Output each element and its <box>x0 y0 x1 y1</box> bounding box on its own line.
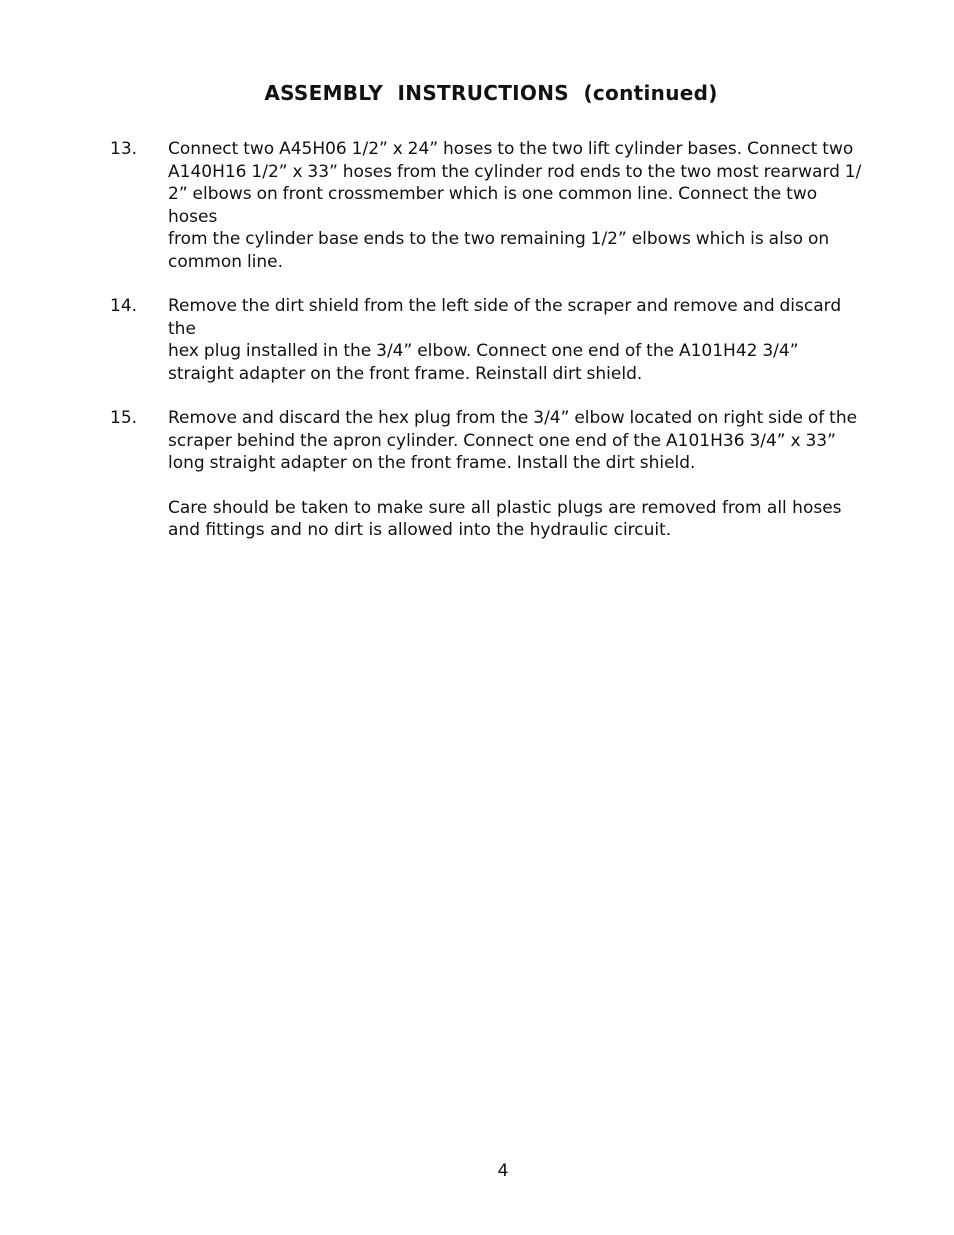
instruction-text: Remove the dirt shield from the left side of the scraper and remove and discard the hex plug installed in the 3/4” elbow. Connect one end of the A101H42 3/4” straight adapter on the front frame. Reinstall dirt shield. <box>168 296 842 384</box>
instruction-item-13 <box>110 138 880 273</box>
instruction-item-15 <box>110 407 880 475</box>
instruction-number: 15. <box>110 408 138 428</box>
instruction-number: 14. <box>110 296 138 316</box>
page-number: 4 <box>497 1161 509 1181</box>
instruction-item-14 <box>110 295 880 385</box>
instructions-list <box>110 138 880 542</box>
instruction-number: 13. <box>110 139 138 159</box>
care-note: Care should be taken to make sure all plastic plugs are removed from all hoses and fittings and no dirt is allowed into the hydraulic circuit. <box>168 497 842 540</box>
page-title: ASSEMBLY INSTRUCTIONS (continued) <box>264 81 718 105</box>
instruction-text: Connect two A45H06 1/2” x 24” hoses to the two lift cylinder bases. Connect two A140H16 1/2” x 33” hoses from the cylinder rod ends to the two most rearward 1/ 2” elbows on front crossmember which is one common line. Connect the two hoses from the cylinder base ends to the two remaining 1/2” elbows which is also on common line. <box>168 139 862 272</box>
instruction-text: Remove and discard the hex plug from the 3/4” elbow located on right side of the scraper behind the apron cylinder. Connect one end of the A101H36 3/4” x 33” long straight adapter on the front frame. Install the dirt shield. <box>168 408 858 473</box>
